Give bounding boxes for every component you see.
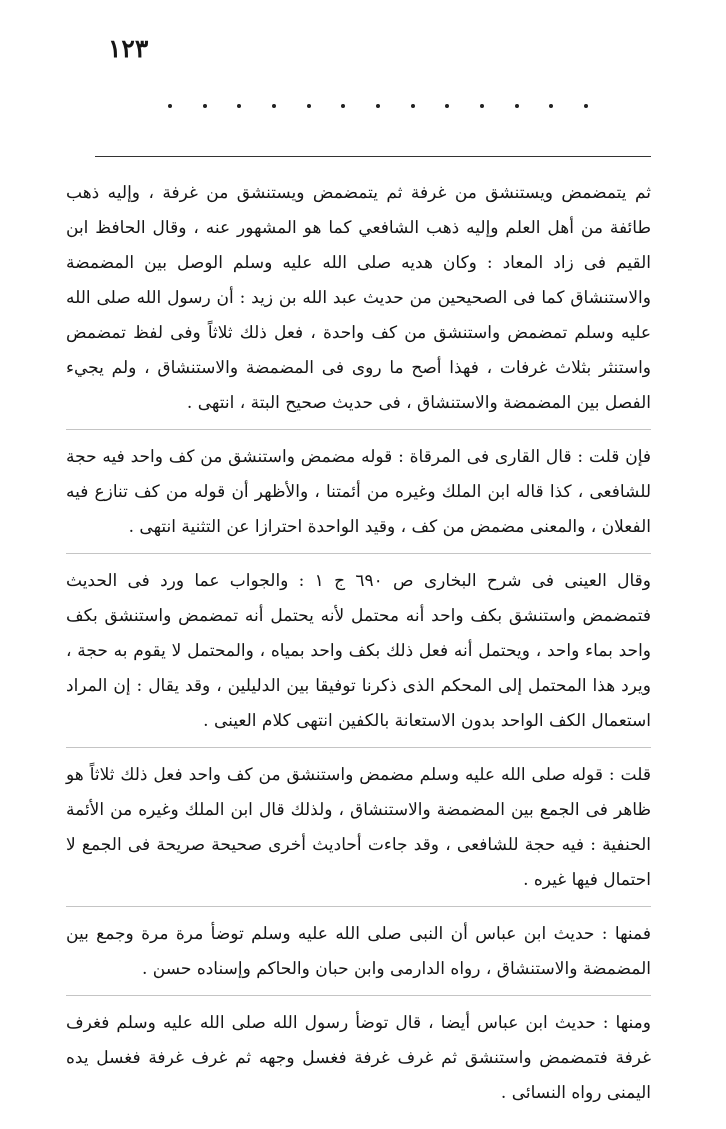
page-body [66,176,651,1129]
dot [237,104,241,108]
paragraph-1: ثم يتمضمض ويستنشق من غرفة ثم يتمضمض ويستنشق من غرفة ، وإليه ذهب طائفة من أهل العلم وإليه ذهب الشافعي كما هو المشهور عنه ، وقال الحافظ ابن القيم فى زاد المعاد : وكان هديه صلى الله عليه وسلم الوصل بين المضمضة والاستنشاق كما فى الصحيحين من حديث عبد الله بن زيد : أن رسول الله صلى الله عليه وسلم تمضمض واستنشق من كف واحدة ، فعل ذلك ثلاثاً وفى لفظ تمضمض واستنثر بثلاث غرفات ، فهذا أصح ما روى فى المضمضة والاستنشاق ، ولم يجيء الفصل بين المضمضة والاستنشاق ، فى حديث صحيح البتة ، انتهى . [66,176,651,430]
dot [515,104,519,108]
dot [341,104,345,108]
paragraph-6: ومنها : حديث ابن عباس أيضا ، قال توضأ رسول الله صلى الله عليه وسلم فغرف غرفة فتمضمض واستنشق ثم غرف غرفة فغسل وجهه ثم غرف غرفة فغسل يده اليمنى رواه النسائى . [66,1013,652,1103]
dot [549,104,553,108]
paragraph-5: فمنها : حديث ابن عباس أن النبى صلى الله عليه وسلم توضأ مرة مرة وجمع بين المضمضة والاستنشاق ، رواه الدارمى وابن حبان والحاكم وإسناده حسن . [66,917,651,996]
dot [411,104,415,108]
dot [272,104,276,108]
dot [203,104,207,108]
paragraph-3: وقال العينى فى شرح البخارى ص ٦٩٠ ج ١ : والجواب عما ورد فى الحديث فتمضمض واستنشق بكف واحد أنه محتمل لأنه يحتمل أنه تمضمض واستنشق بكف واحد بماء واحد ، ويحتمل أنه فعل ذلك بكف واحد بمياه ، والمحتمل لا يقوم به حجة ، ويرد هذا المحتمل إلى المحكم الذى ذكرنا توفيقا بين الدليلين ، وقد يقال : إن المراد استعمال الكف الواحد بدون الاستعانة بالكفين انتهى كلام العينى . [66,564,651,748]
dot [480,104,484,108]
dot [584,104,588,108]
page-number: ١٢٣ [108,34,149,63]
dot [307,104,311,108]
paragraph-4: قلت : قوله صلى الله عليه وسلم مضمض واستنشق من كف واحد فعل ذلك ثلاثاً هو ظاهر فى الجمع بين المضمضة والاستنشاق ، ولذلك قال ابن الملك وغيره من الأئمة الحنفية : فيه حجة للشافعى ، وقد جاءت أحاديث أخرى صحيحة صريحة فى الجمع لا احتمال فيها غيره . [66,758,651,907]
header-dots-divider [168,104,588,108]
header-rule [95,156,651,157]
paragraph-2: فإن قلت : قال القارى فى المرقاة : قوله مضمض واستنشق من كف واحد فيه حجة للشافعى ، كذا قاله ابن الملك وغيره من أئمتنا ، والأظهر أن قوله من كف تنازع فيه الفعلان ، والمعنى مضمض من كف ، وقيد الواحدة احترازا عن التثنية انتهى . [66,440,651,554]
dot [168,104,172,108]
dot [445,104,449,108]
dot [376,104,380,108]
